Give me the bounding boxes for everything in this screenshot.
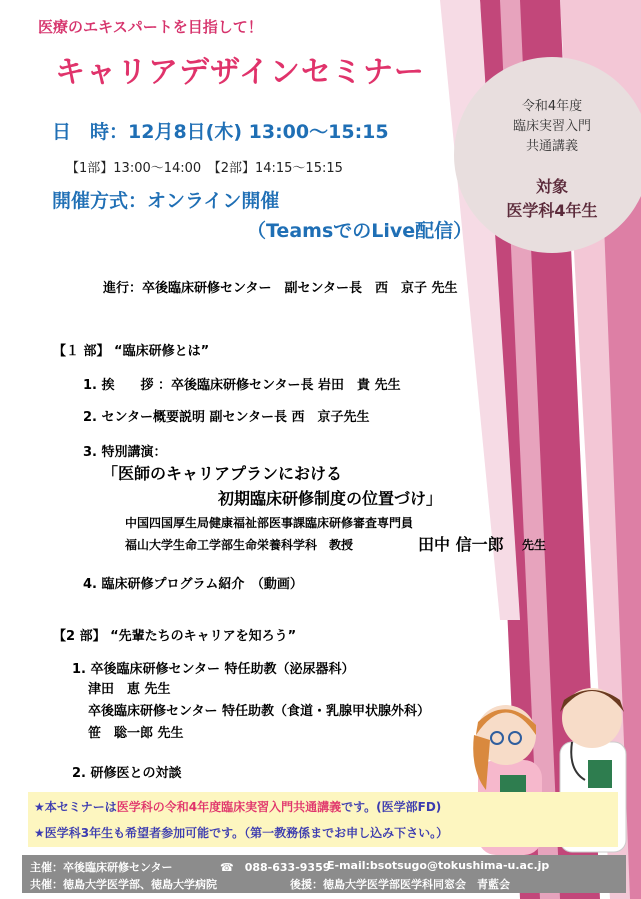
footer-bar <box>22 855 626 893</box>
part1-item3: 3. 特別講演： <box>83 445 167 460</box>
speaker-honorific: 先生 <box>522 538 547 552</box>
footer-cohost: 共催：徳島大学医学部、徳島大学病院 <box>30 878 217 891</box>
part2-item1: 1. 卒後臨床研修センター 特任助教（泌尿器科） <box>72 662 355 677</box>
page-title: キャリアデザインセミナー <box>55 55 425 90</box>
footer-email: E-mail:bsotsugo@tokushima-u.ac.jp <box>327 859 550 872</box>
note-1-highlight: 医学科の令和4年度臨床実習入門共通講義 <box>116 800 342 814</box>
tagline: 医療のエキスパートを目指して！ <box>38 18 263 36</box>
badge-target2: 医学科4年生 <box>506 201 598 220</box>
method-line: 開催方式：オンライン開催 <box>52 190 280 212</box>
part1-item1: 1. 挨 拶 ：卒後臨床研修センター長 岩田 貴 先生 <box>83 378 401 393</box>
speaker-name: 田中 信一郎 <box>418 535 504 554</box>
badge-target1: 対象 <box>535 177 568 196</box>
part1-item2: 2. センター概要説明 副センター長 西 京子先生 <box>83 410 370 425</box>
note-2: ★医学科3年生も希望者参加可能です。（第一教務係までお申し込み下さい。） <box>34 826 449 840</box>
badge-line1: 令和4年度 <box>521 99 583 114</box>
part2-item1b-name: 笹 聡一郎 先生 <box>88 726 184 741</box>
lecture-title1: 「医師のキャリアプランにおける <box>102 464 343 483</box>
part2-item1b: 卒後臨床研修センター 特任助教（食道・乳腺甲状腺外科） <box>88 704 431 719</box>
footer-tel: ☎ 088-633-9359 <box>220 861 331 874</box>
parts-line: 【1部】13:00〜14:00 【2部】14:15〜15:15 <box>66 161 343 176</box>
badge-line3: 共通講義 <box>525 139 578 154</box>
part1-heading: 【１ 部】 “臨床研修とは” <box>53 344 210 359</box>
note-1 <box>34 798 441 815</box>
part2-item2: 2. 研修医との対談 <box>72 766 182 781</box>
badge-line2: 臨床実習入門 <box>512 119 591 134</box>
moderator: 進行：卒後臨床研修センター 副センター長 西 京子 先生 <box>103 281 458 296</box>
speaker-affiliation2: 福山大学生命工学部生命栄養科学科 教授 <box>125 538 354 552</box>
part2-heading: 【2 部】 “先輩たちのキャリアを知ろう” <box>53 629 297 644</box>
lecture-title2: 初期臨床研修制度の位置づけ」 <box>218 489 443 508</box>
footer-host: 主催：卒後臨床研修センター <box>30 861 173 874</box>
speaker-affiliation1: 中国四国厚生局健康福祉部医事課臨床研修審査専門員 <box>125 516 414 530</box>
note-1-prefix: ★本セミナーは <box>34 800 117 814</box>
part1-item4: 4. 臨床研修プログラム紹介 （動画） <box>83 577 303 592</box>
part2-item1-name: 津田 恵 先生 <box>88 682 171 697</box>
date-line: 日 時：12月8日(木) 13:00〜15:15 <box>52 121 389 143</box>
method-sub: （TeamsでのLive配信） <box>247 220 473 242</box>
note-1-suffix: です。(医学部FD) <box>341 800 442 814</box>
footer-support: 後援：徳島大学医学部医学科同窓会 青藍会 <box>290 878 510 891</box>
notes-box <box>28 792 618 847</box>
